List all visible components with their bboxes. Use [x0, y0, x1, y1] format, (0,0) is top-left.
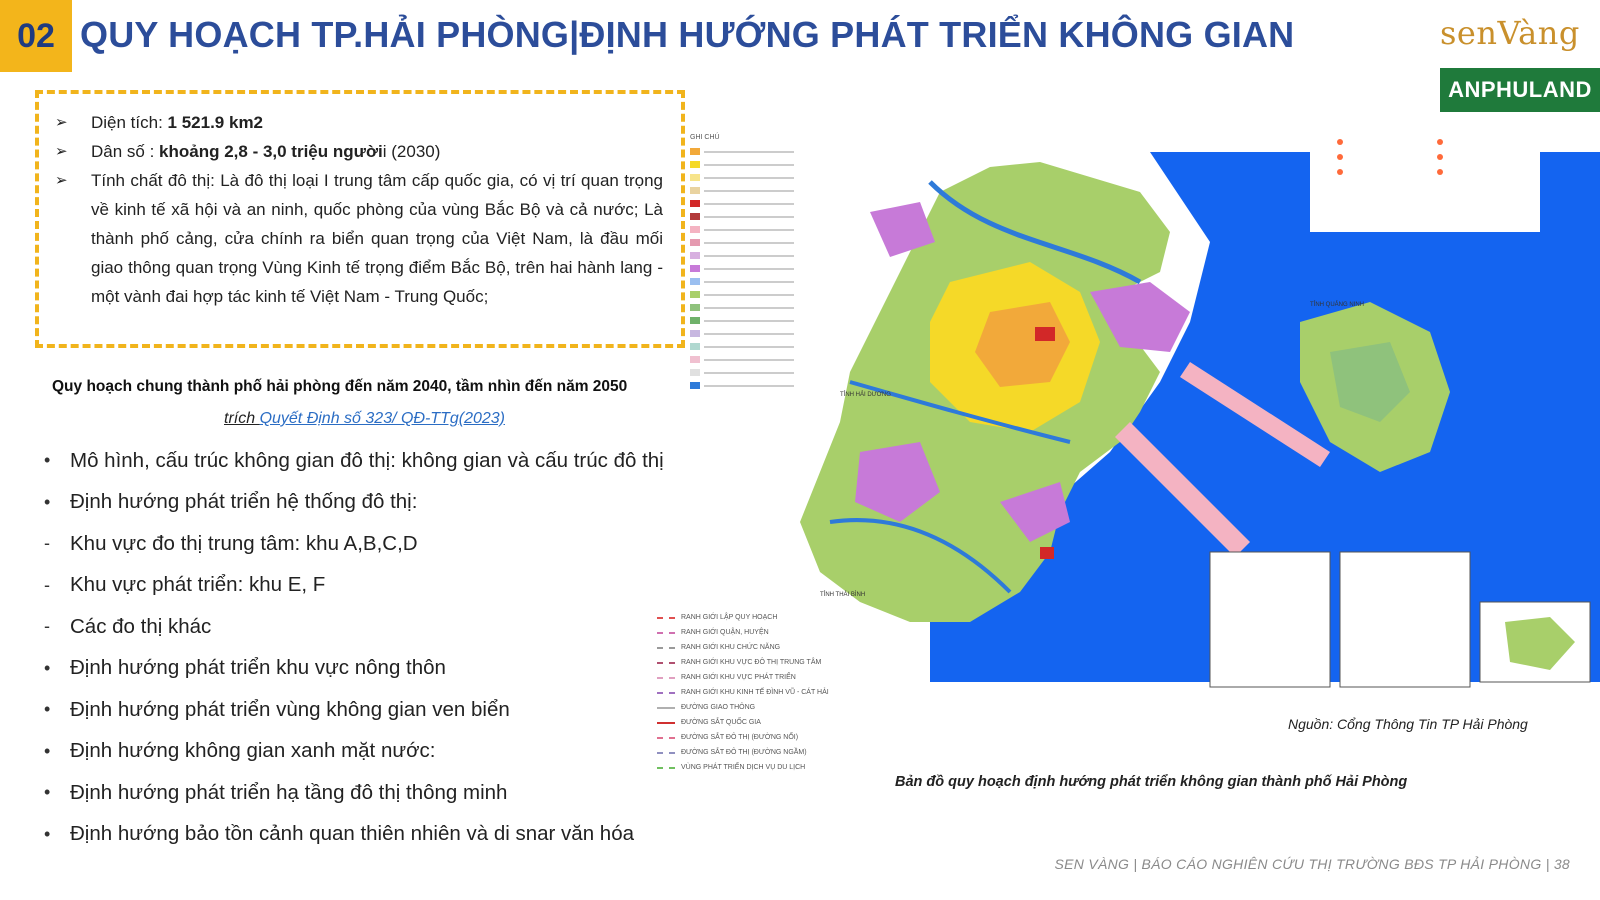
legend-swatch [690, 317, 700, 324]
map-legend-left [690, 134, 830, 464]
legend-swatch [690, 304, 700, 311]
legend-swatch [690, 174, 700, 181]
arrow-bullet-icon: ➢ [55, 114, 68, 131]
legend-swatch [690, 265, 700, 272]
legend-swatch [690, 291, 700, 298]
map-legend-right [1310, 122, 1540, 232]
bullet-mark: • [44, 699, 51, 720]
anphuland-logo: ANPHULAND [1440, 68, 1600, 112]
info-nature-row [55, 166, 663, 311]
source-note: Nguồn: Cổng Thông Tin TP Hải Phòng [1288, 716, 1528, 732]
legend-swatch-text [704, 385, 794, 387]
population-value: khoảng 2,8 - 3,0 triệu người [159, 142, 383, 161]
legend-line-row [657, 655, 867, 670]
section-number-badge: 02 [0, 0, 72, 72]
legend-swatch-text [704, 203, 794, 205]
legend-swatch-row [690, 171, 830, 184]
orientation-item [44, 814, 694, 856]
map-caption: Bản đồ quy hoạch định hướng phát triển không gian thành phố Hải Phòng [895, 774, 1408, 790]
orientation-item [44, 648, 694, 690]
legend-swatch-row [690, 366, 830, 379]
legend-line-icon [657, 617, 675, 619]
orientation-item [44, 731, 694, 773]
legend-swatch-row [690, 288, 830, 301]
legend-line-row [657, 640, 867, 655]
map-legend-lines [657, 610, 867, 800]
population-label: Dân số : [91, 142, 160, 161]
legend-line-label: ĐƯỜNG GIAO THÔNG [681, 704, 756, 711]
area-value: 1 521.9 km2 [167, 113, 264, 132]
legend-swatch-row [690, 158, 830, 171]
arrow-bullet-icon: ➢ [55, 172, 68, 189]
bullet-mark: • [44, 491, 51, 512]
map-place-label: TỈNH HẢI DƯƠNG [840, 392, 891, 398]
legend-swatch-row [690, 145, 830, 158]
population-suffix: i (2030) [382, 142, 441, 161]
orientation-item [44, 565, 694, 607]
plan-reference [224, 410, 505, 428]
legend-swatch-row [690, 314, 830, 327]
legend-swatch [690, 148, 700, 155]
legend-line-label: ĐƯỜNG SẮT QUỐC GIA [681, 719, 761, 726]
nature-text: Tính chất đô thị: Là đô thị loại I trung tâm cấp quốc gia, có vị trí quan trọng về kinh tế xã hội và an ninh, quốc phòng của vùng Bắc Bộ và cả nước; Là thành phố cảng, cửa chính ra biển quan trọng của Việt Nam, là đầu mối giao thông quan trọng Vùng Kinh tế trọng điểm Bắc Bộ, trên hai hành lang - một vành đai hợp tác kinh tế Việt Nam - Trung Quốc; [91, 171, 663, 306]
bullet-mark: • [44, 450, 51, 471]
legend-line-icon [657, 722, 675, 724]
legend-line-label: RANH GIỚI KHU VỰC ĐÔ THỊ TRUNG TÂM [681, 659, 822, 666]
orientation-text: Định hướng bảo tồn cảnh quan thiên nhiên và di snar văn hóa [70, 822, 634, 846]
legend-swatch-text [704, 294, 794, 296]
legend-swatch-row [690, 301, 830, 314]
legend-line-row [657, 760, 867, 775]
legend-swatch-text [704, 346, 794, 348]
legend-title: GHI CHÚ [690, 134, 720, 141]
legend-swatch [690, 161, 700, 168]
bullet-mark: • [44, 740, 51, 761]
orientation-text: Khu vực phát triển: khu E, F [70, 573, 326, 597]
info-population-row [55, 137, 663, 166]
orientation-text: Định hướng phát triển vùng không gian ven biển [70, 697, 510, 721]
bullet-mark: • [44, 823, 51, 844]
legend-swatch-text [704, 242, 794, 244]
plan-title: Quy hoạch chung thành phố hải phòng đến năm 2040, tầm nhìn đến năm 2050 [52, 378, 628, 395]
legend-swatch-text [704, 372, 794, 374]
legend-line-row [657, 685, 867, 700]
orientation-item [44, 482, 694, 524]
legend-swatch-text [704, 229, 794, 231]
orientation-text: Các đo thị khác [70, 614, 212, 638]
legend-swatch-row [690, 353, 830, 366]
bullet-mark: • [44, 657, 51, 678]
legend-swatch [690, 330, 700, 337]
legend-swatch-text [704, 255, 794, 257]
legend-swatch-row [690, 184, 830, 197]
legend-swatch-row [690, 379, 830, 392]
legend-swatch [690, 369, 700, 376]
legend-swatch-text [704, 307, 794, 309]
map-place-label: TỈNH QUẢNG NINH [1310, 302, 1364, 308]
page-title: QUY HOẠCH TP.HẢI PHÒNG|ĐỊNH HƯỚNG PHÁT TRIỂN KHÔNG GIAN [80, 14, 1295, 55]
legend-swatch-text [704, 190, 794, 192]
orientation-text: Định hướng phát triển hạ tầng đô thị thông minh [70, 780, 508, 804]
legend-swatch [690, 213, 700, 220]
info-area-row [55, 108, 663, 137]
legend-swatch [690, 226, 700, 233]
legend-swatch [690, 356, 700, 363]
city-center-marker [1035, 327, 1055, 341]
legend-swatch-row [690, 327, 830, 340]
legend-swatch-row [690, 275, 830, 288]
legend-swatch [690, 252, 700, 259]
legend-line-icon [657, 767, 675, 769]
legend-swatch-text [704, 151, 794, 153]
legend-line-icon [657, 707, 675, 709]
legend-swatch [690, 200, 700, 207]
legend-line-icon [657, 737, 675, 739]
orientation-item [44, 523, 694, 565]
orientation-list [44, 440, 694, 855]
legend-line-icon [657, 647, 675, 649]
legend-swatch-text [704, 359, 794, 361]
legend-swatch-row [690, 223, 830, 236]
area-label: Diện tích: [91, 113, 168, 132]
orientation-text: Định hướng phát triển hệ thống đô thị: [70, 490, 418, 514]
orientation-item [44, 772, 694, 814]
legend-swatch [690, 343, 700, 350]
legend-swatch-text [704, 333, 794, 335]
legend-swatch-text [704, 216, 794, 218]
bullet-mark: - [44, 533, 50, 554]
bullet-mark: - [44, 574, 50, 595]
legend-swatch-text [704, 164, 794, 166]
legend-swatch-text [704, 320, 794, 322]
legend-line-row [657, 730, 867, 745]
orientation-text: Mô hình, cấu trúc không gian đô thị: không gian và cấu trúc đô thị [70, 448, 664, 472]
legend-line-label: ĐƯỜNG SẮT ĐÔ THỊ (ĐƯỜNG NỔI) [681, 734, 799, 741]
district-center-marker [1040, 547, 1054, 559]
legend-line-label: RANH GIỚI QUẬN, HUYỆN [681, 629, 769, 636]
decision-link[interactable]: Quyết Định số 323/ QĐ-TTg(2023) [259, 410, 505, 427]
orientation-item [44, 440, 694, 482]
legend-line-row [657, 625, 867, 640]
legend-line-icon [657, 677, 675, 679]
legend-line-label: RANH GIỚI KHU KINH TẾ ĐÌNH VŨ - CÁT HẢI [681, 689, 829, 696]
orientation-text: Định hướng phát triển khu vực nông thôn [70, 656, 446, 680]
legend-line-icon [657, 752, 675, 754]
legend-line-row [657, 715, 867, 730]
legend-line-row [657, 700, 867, 715]
legend-swatch-row [690, 262, 830, 275]
bullet-mark: • [44, 782, 51, 803]
orientation-text: Định hướng không gian xanh mặt nước: [70, 739, 436, 763]
legend-swatch-text [704, 177, 794, 179]
legend-line-label: RANH GIỚI LẬP QUY HOẠCH [681, 614, 778, 621]
legend-line-icon [657, 632, 675, 634]
page-footer: SEN VÀNG | BÁO CÁO NGHIÊN CỨU THỊ TRƯỜNG BĐS TP HẢI PHÒNG | 38 [1054, 856, 1570, 872]
legend-line-row [657, 670, 867, 685]
legend-line-icon [657, 692, 675, 694]
map-data-table [1210, 552, 1330, 687]
legend-swatch-row [690, 236, 830, 249]
legend-line-label: RANH GIỚI KHU VỰC PHÁT TRIỂN [681, 674, 796, 681]
legend-swatch-row [690, 340, 830, 353]
legend-swatch [690, 239, 700, 246]
sen-vang-logo: senVàng [1440, 14, 1580, 52]
legend-line-row [657, 610, 867, 625]
legend-swatch [690, 187, 700, 194]
legend-swatch-row [690, 210, 830, 223]
legend-line-label: RANH GIỚI KHU CHỨC NĂNG [681, 644, 781, 651]
legend-line-label: ĐƯỜNG SẮT ĐÔ THỊ (ĐƯỜNG NGẦM) [681, 749, 807, 756]
map-data-table [1340, 552, 1470, 687]
orientation-item [44, 689, 694, 731]
legend-swatch-row [690, 249, 830, 262]
info-box [35, 90, 685, 348]
legend-swatch-text [704, 281, 794, 283]
legend-line-row [657, 745, 867, 760]
bullet-mark: - [44, 616, 50, 637]
orientation-item [44, 606, 694, 648]
legend-line-label: VÙNG PHÁT TRIỂN DỊCH VỤ DU LỊCH [681, 764, 806, 771]
orientation-text: Khu vực đo thị trung tâm: khu A,B,C,D [70, 531, 418, 555]
legend-swatch-row [690, 197, 830, 210]
legend-swatch [690, 382, 700, 389]
legend-swatch-text [704, 268, 794, 270]
ref-prefix: trích [224, 410, 260, 427]
legend-swatch [690, 278, 700, 285]
map-place-label: TỈNH THÁI BÌNH [820, 592, 866, 598]
legend-line-icon [657, 662, 675, 664]
arrow-bullet-icon: ➢ [55, 143, 68, 160]
